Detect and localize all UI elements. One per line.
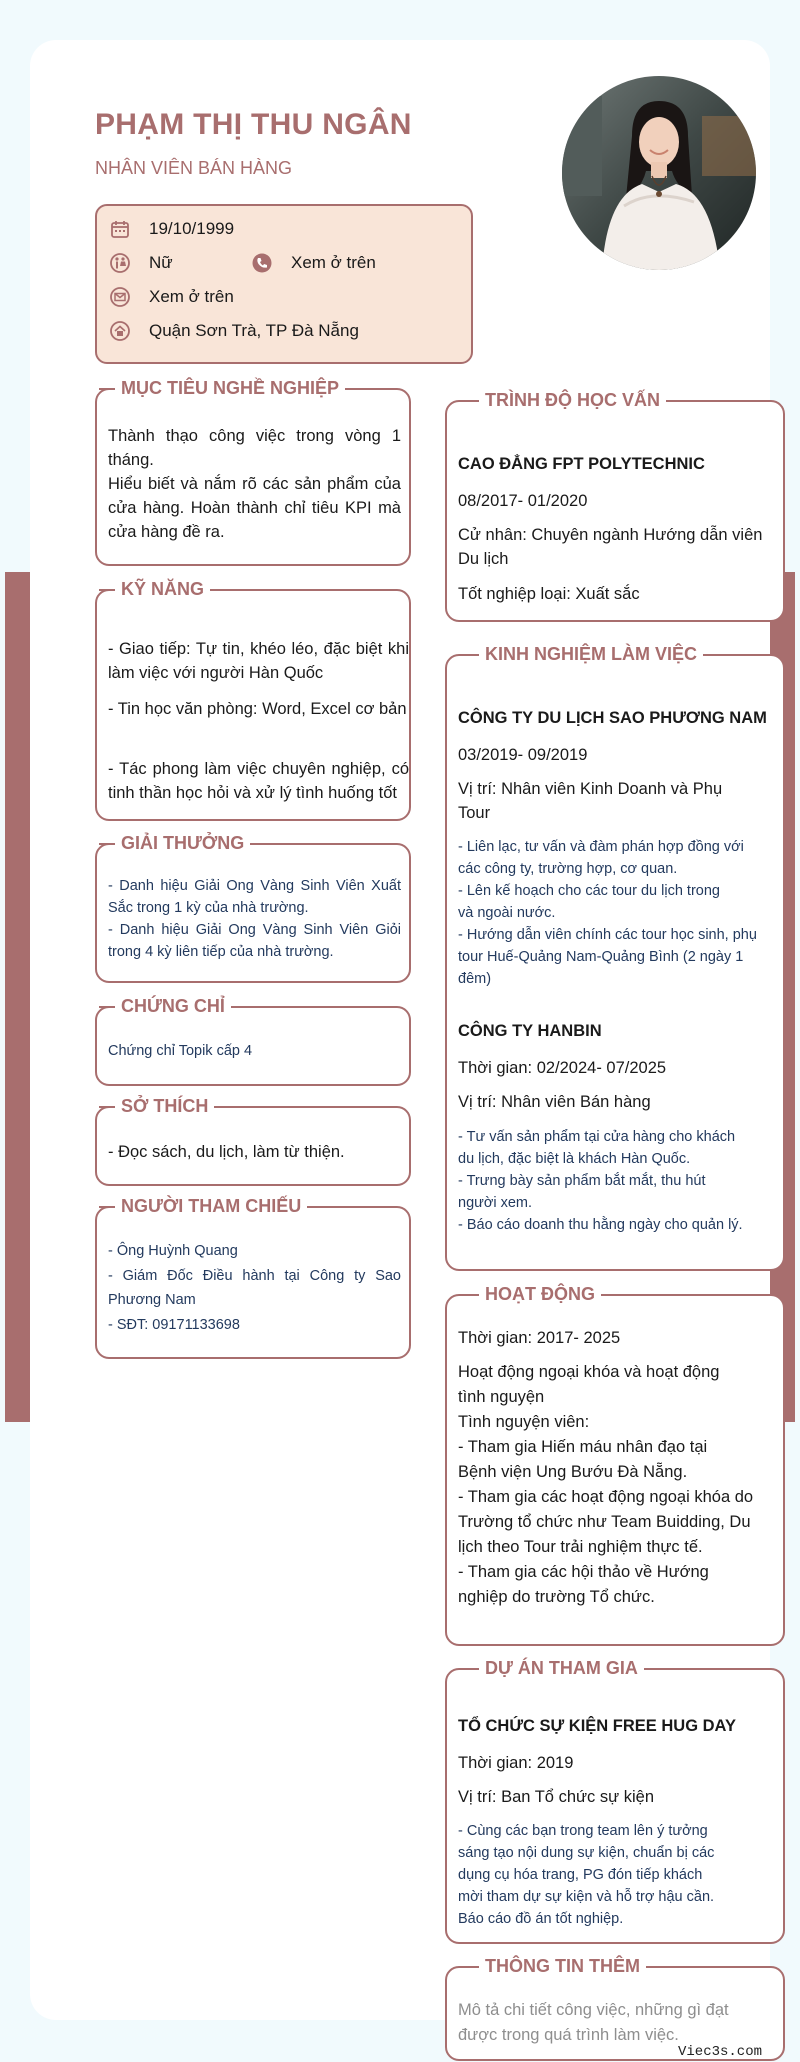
hobbies-text: - Đọc sách, du lịch, làm từ thiện. <box>108 1143 345 1161</box>
objective-title: MỤC TIÊU NGHỀ NGHIỆP <box>115 377 345 399</box>
job-company: CÔNG TY HANBIN <box>458 1022 602 1040</box>
awards-title: GIẢI THƯỞNG <box>115 832 250 854</box>
objective-section <box>95 378 411 566</box>
certificate-item: Chứng chỉ Topik cấp 4 <box>108 1043 253 1059</box>
email-row <box>109 286 234 308</box>
home-icon <box>109 320 131 342</box>
address-row <box>109 320 359 342</box>
education-major: Cử nhân: Chuyên ngành Hướng dẫn viên Du lịch <box>458 526 763 568</box>
projects-title: DỰ ÁN THAM GIA <box>479 1657 644 1679</box>
job-role: Vị trí: Nhân viên Bán hàng <box>458 1093 651 1111</box>
email-icon <box>109 286 131 308</box>
hobbies-section <box>95 1096 411 1186</box>
birthday-row <box>109 218 234 240</box>
skill-item: - Giao tiếp: Tự tin, khéo léo, đặc biệt khi làm việc với người Hàn Quốc <box>108 640 409 682</box>
gender-icon <box>109 252 131 274</box>
job-desc-item: - Trưng bày sản phẩm bắt mắt, thu hút người xem. <box>458 1173 706 1211</box>
job-desc-item: - Liên lạc, tư vấn và đàm phán hợp đồng với các công ty, trường hợp, cơ quan. <box>458 839 744 877</box>
footer-watermark: Viec3s.com <box>677 2044 762 2060</box>
awards-section <box>95 833 411 983</box>
candidate-position: NHÂN VIÊN BÁN HÀNG <box>95 158 293 178</box>
job-desc-item: - Báo cáo doanh thu hằng ngày cho quản lý. <box>458 1217 743 1233</box>
phone-row <box>251 252 376 274</box>
activities-line: Tình nguyện viên: <box>458 1413 590 1431</box>
award-item: - Danh hiệu Giải Ong Vàng Sinh Viên Giỏi trong 4 kỳ liên tiếp của nhà trường. <box>108 922 401 960</box>
gender-value: Nữ <box>149 253 173 272</box>
objective-line-2: Hiểu biết và nắm rõ các sản phẩm của cửa hàng. Hoàn thành chỉ tiêu KPI mà cửa hàng đề ra. <box>108 475 401 541</box>
job-time: 03/2019- 09/2019 <box>458 746 588 764</box>
activities-line: - Tham gia các hoạt động ngoại khóa do Trường tổ chức như Team Buidding, Du lịch theo Tour trải nghiệm thực tế. <box>458 1488 754 1556</box>
activities-line: - Tham gia Hiến máu nhân đạo tại Bệnh viện Ung Bướu Đà Nẵng. <box>458 1438 708 1481</box>
project-role: Vị trí: Ban Tổ chức sự kiện <box>458 1788 655 1806</box>
calendar-icon <box>109 218 131 240</box>
email-value: Xem ở trên <box>149 287 234 306</box>
activities-section <box>445 1284 785 1646</box>
hobbies-title: SỞ THÍCH <box>115 1095 214 1117</box>
job-desc-item: - Lên kế hoạch cho các tour du lịch trong và ngoài nước. <box>458 883 720 921</box>
candidate-name: PHẠM THỊ THU NGÂN <box>95 108 412 141</box>
avatar <box>562 76 756 270</box>
certificates-section <box>95 996 411 1086</box>
activities-title: HOẠT ĐỘNG <box>479 1283 601 1305</box>
skills-section <box>95 579 411 821</box>
reference-item: - SĐT: 09171133698 <box>108 1317 240 1333</box>
contact-info-box <box>95 204 473 364</box>
skill-item: - Tác phong làm việc chuyên nghiệp, có tinh thần học hỏi và xử lý tình huống tốt <box>108 760 409 802</box>
education-title: TRÌNH ĐỘ HỌC VẤN <box>479 389 666 411</box>
activities-line: Hoạt động ngoại khóa và hoạt động tình nguyện <box>458 1363 720 1406</box>
education-grade: Tốt nghiệp loại: Xuất sắc <box>458 585 640 603</box>
cv-page <box>30 40 770 2044</box>
job-company: CÔNG TY DU LỊCH SAO PHƯƠNG NAM <box>458 709 767 727</box>
job-role: Vị trí: Nhân viên Kinh Doanh và Phụ Tour <box>458 780 723 822</box>
education-section <box>445 390 785 622</box>
project-desc: - Cùng các bạn trong team lên ý tưởng sáng tạo nội dung sự kiện, chuẩn bị các dụng cụ hóa trang, PG đón tiếp khách mời tham dự sự kiện và hỗ trợ hậu cần. Báo cáo đồ án tốt nghiệp. <box>458 1823 715 1927</box>
references-title: NGƯỜI THAM CHIẾU <box>115 1195 307 1217</box>
project-time: Thời gian: 2019 <box>458 1754 574 1772</box>
job-time: Thời gian: 02/2024- 07/2025 <box>458 1059 667 1077</box>
references-section <box>95 1196 411 1359</box>
activities-time: Thời gian: 2017- 2025 <box>458 1329 621 1347</box>
birthday-value: 19/10/1999 <box>149 219 235 238</box>
projects-section <box>445 1658 785 1944</box>
gender-row <box>109 252 173 274</box>
reference-item: - Ông Huỳnh Quang <box>108 1243 238 1259</box>
activities-line: - Tham gia các hội thảo về Hướng nghiệp do trường Tổ chức. <box>458 1563 709 1606</box>
phone-value: Xem ở trên <box>291 253 376 272</box>
more-info-title: THÔNG TIN THÊM <box>479 1955 646 1977</box>
certificates-title: CHỨNG CHỈ <box>115 995 231 1017</box>
experience-title: KINH NGHIỆM LÀM VIỆC <box>479 643 703 665</box>
award-item: - Danh hiệu Giải Ong Vàng Sinh Viên Xuất Sắc trong 1 kỳ của nhà trường. <box>108 878 401 916</box>
skill-item: - Tin học văn phòng: Word, Excel cơ bản <box>108 700 407 718</box>
education-school: CAO ĐẲNG FPT POLYTECHNIC <box>458 455 705 473</box>
experience-section <box>445 644 785 1271</box>
job-desc-item: - Tư vấn sản phẩm tại cửa hàng cho khách du lịch, đặc biệt là khách Hàn Quốc. <box>458 1129 736 1167</box>
left-decor-bar <box>5 572 30 1422</box>
reference-item: - Giám Đốc Điều hành tại Công ty Sao Phương Nam <box>108 1268 401 1308</box>
job-desc-item: - Hướng dẫn viên chính các tour học sinh, phụ tour Huế-Quảng Nam-Quảng Bình (2 ngày 1 đêm) <box>458 927 757 987</box>
project-name: TỔ CHỨC SỰ KIỆN FREE HUG DAY <box>458 1717 736 1735</box>
address-value: Quận Sơn Trà, TP Đà Nẵng <box>149 321 359 340</box>
skills-title: KỸ NĂNG <box>115 578 210 600</box>
more-info-text: Mô tả chi tiết công việc, những gì đạt được trong quá trình làm việc. <box>458 2001 729 2044</box>
education-time: 08/2017- 01/2020 <box>458 492 588 510</box>
objective-line-1: Thành thạo công việc trong vòng 1 tháng. <box>108 427 401 469</box>
phone-icon <box>251 252 273 274</box>
